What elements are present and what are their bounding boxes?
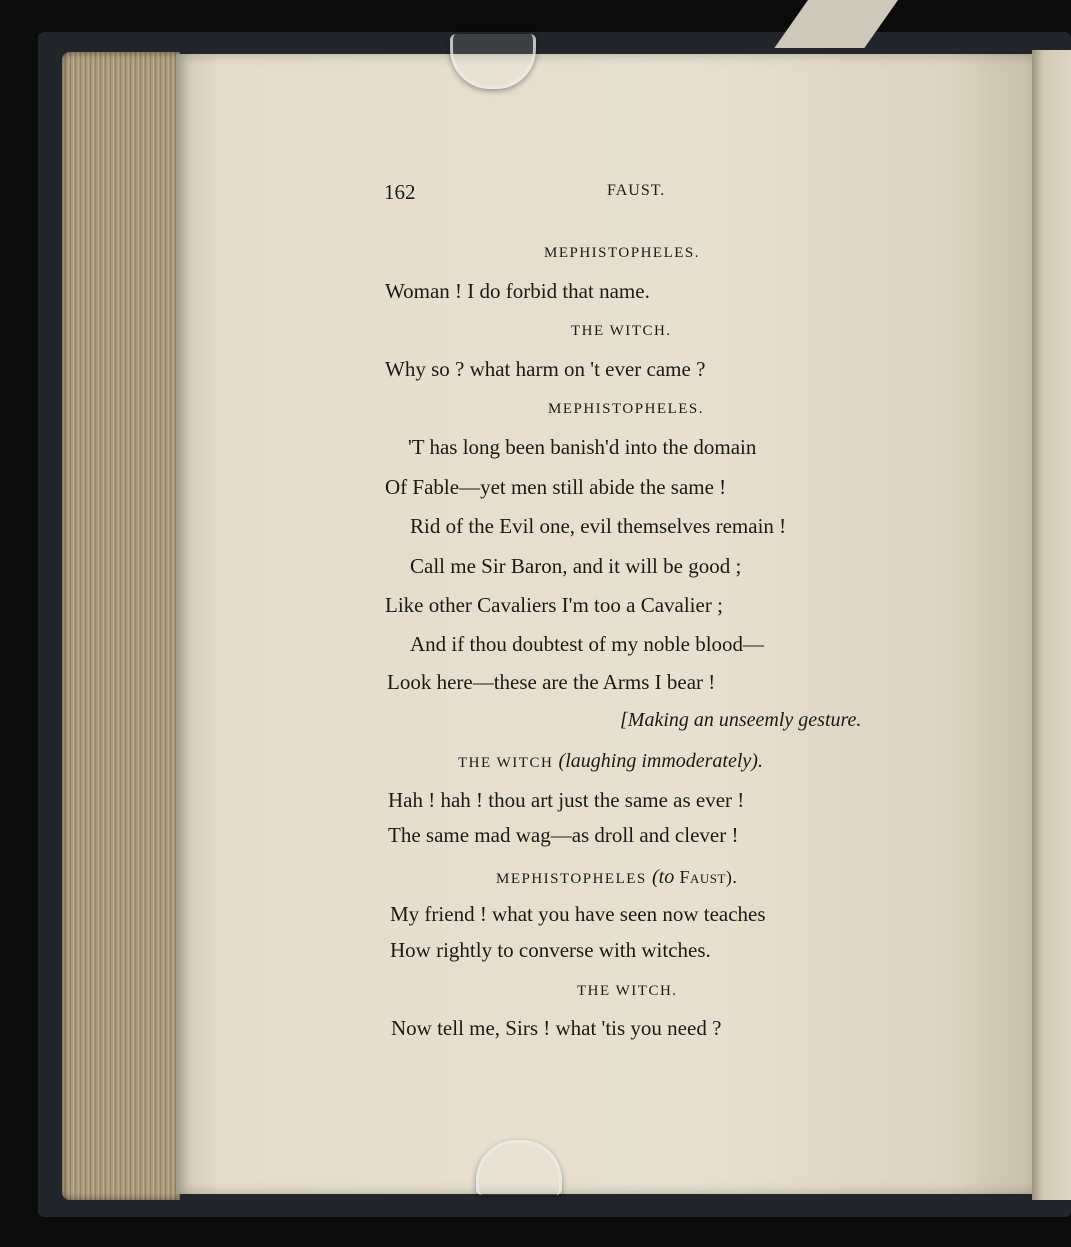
running-title: FAUST.: [607, 182, 666, 199]
stage-direction: (to: [652, 866, 675, 888]
verse-line: Look here—these are the Arms I bear !: [387, 670, 716, 694]
speaker-heading: THE WITCH.: [571, 323, 672, 339]
verse-line: Call me Sir Baron, and it will be good ;: [410, 554, 742, 578]
speaker-heading: [496, 866, 737, 889]
next-page-edge: [1032, 50, 1071, 1200]
verse-line: How rightly to converse with witches.: [390, 938, 711, 962]
stage-direction: (laughing immoderately).: [558, 750, 763, 772]
speaker-heading: MEPHISTOPHELES.: [544, 245, 700, 261]
speaker-name: THE WITCH: [458, 755, 554, 771]
addressee-name: Faust).: [679, 867, 738, 887]
verse-line: Hah ! hah ! thou art just the same as ever !: [388, 788, 745, 812]
stage-direction: [Making an unseemly gesture.: [620, 709, 862, 731]
speaker-heading: [458, 750, 763, 773]
verse-line: And if thou doubtest of my noble blood—: [410, 632, 765, 656]
verse-line: Rid of the Evil one, evil themselves remain !: [410, 514, 787, 538]
speaker-heading: THE WITCH.: [577, 983, 678, 999]
page-edges: [62, 52, 180, 1200]
verse-line: Why so ? what harm on 't ever came ?: [385, 357, 706, 381]
verse-line: Woman ! I do forbid that name.: [385, 279, 650, 303]
speaker-heading: MEPHISTOPHELES.: [548, 401, 704, 417]
page-number: 162: [384, 180, 416, 204]
verse-line: Now tell me, Sirs ! what 'tis you need ?: [391, 1016, 722, 1040]
verse-line: My friend ! what you have seen now teaches: [390, 902, 766, 926]
speaker-name: MEPHISTOPHELES: [496, 871, 647, 887]
verse-line: Of Fable—yet men still abide the same !: [385, 475, 727, 499]
verse-line: 'T has long been banish'd into the domain: [408, 435, 757, 459]
verse-line: The same mad wag—as droll and clever !: [388, 823, 739, 847]
verse-line: Like other Cavaliers I'm too a Cavalier ;: [385, 593, 723, 617]
